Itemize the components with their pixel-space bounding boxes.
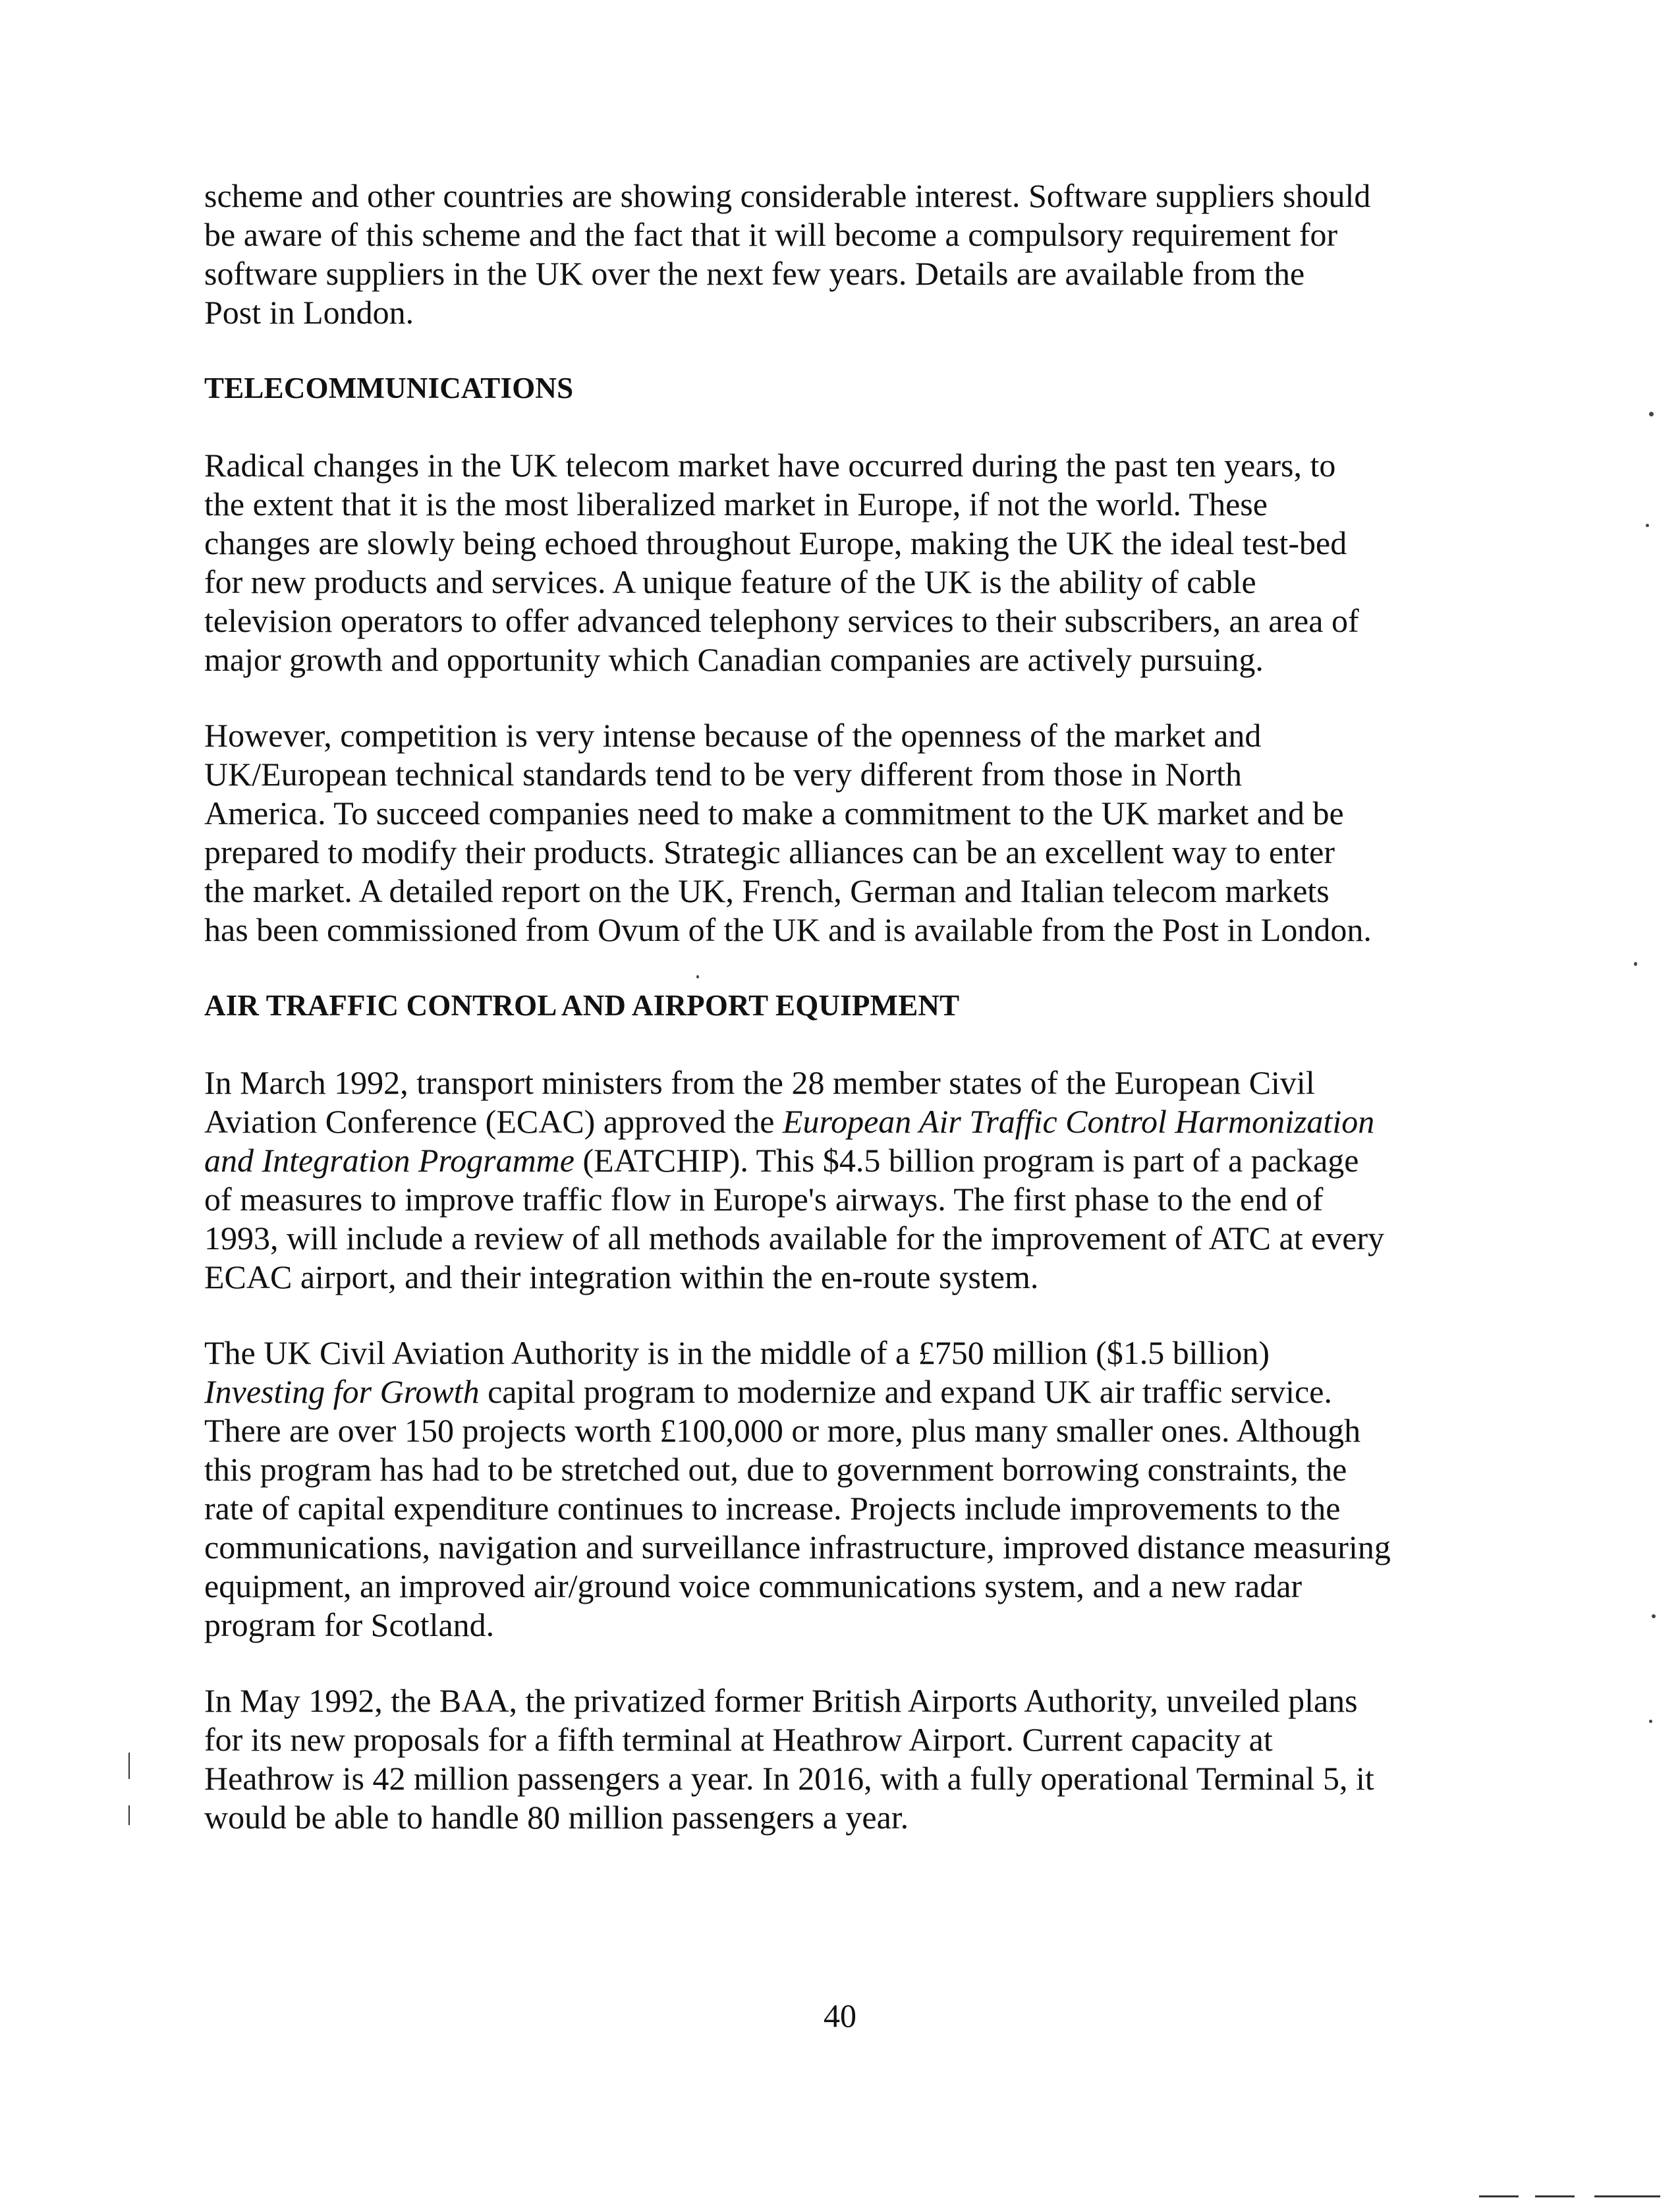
italic-title: and Integration Programme (204, 1142, 574, 1179)
text-run: capital program to modernize and expand UK air traffic service. (479, 1373, 1332, 1410)
scan-speck (1652, 1614, 1656, 1618)
italic-title: European Air Traffic Control Harmonization (782, 1103, 1375, 1140)
text-line: In May 1992, the BAA, the privatized former British Airports Authority, unveiled plans (204, 1682, 1358, 1719)
section-heading-telecommunications: TELECOMMUNICATIONS (204, 372, 574, 405)
text-line: for its new proposals for a fifth terminal at Heathrow Airport. Current capacity at (204, 1721, 1273, 1758)
text-line: communications, navigation and surveillance infrastructure, improved distance measuring (204, 1529, 1391, 1566)
text-line: of measures to improve traffic flow in Europe's airways. The first phase to the end of (204, 1181, 1324, 1218)
text-line: program for Scotland. (204, 1606, 495, 1643)
text-line: In March 1992, transport ministers from the 28 member states of the European Civil (204, 1064, 1315, 1101)
text-line: equipment, an improved air/ground voice communications system, and a new radar (204, 1567, 1302, 1604)
text-line: Post in London. (204, 294, 414, 331)
scan-speck (1649, 1720, 1652, 1723)
text-line: UK/European technical standards tend to be very different from those in North (204, 756, 1242, 793)
telecom-paragraph-1 (204, 446, 1515, 679)
text-line: for new products and services. A unique feature of the UK is the ability of cable (204, 563, 1256, 600)
scan-edge-mark (128, 1753, 130, 1779)
text-line: rate of capital expenditure continues to increase. Projects include improvements to the (204, 1490, 1341, 1527)
scan-speck (1634, 962, 1637, 966)
text-line: the extent that it is the most liberalized market in Europe, if not the world. These (204, 486, 1268, 522)
text-line: software suppliers in the UK over the next few years. Details are available from the (204, 255, 1305, 292)
text-line: scheme and other countries are showing considerable interest. Software suppliers should (204, 177, 1371, 214)
scan-speck (1649, 412, 1654, 416)
text-line: this program has had to be stretched out, due to government borrowing constraints, the (204, 1451, 1347, 1488)
text-line: The UK Civil Aviation Authority is in the middle of a £750 million ($1.5 billion) (204, 1334, 1270, 1371)
page-content (204, 177, 1515, 1874)
text-run: (EATCHIP). This $4.5 billion program is part of a package (574, 1142, 1359, 1179)
intro-paragraph (204, 177, 1515, 332)
section-heading-air-traffic-control: AIR TRAFFIC CONTROL AND AIRPORT EQUIPMENT (204, 989, 960, 1022)
text-line: There are over 150 projects worth £100,000 or more, plus many smaller ones. Although (204, 1412, 1361, 1449)
italic-title: Investing for Growth (204, 1373, 480, 1410)
scan-edge-mark (1535, 2195, 1575, 2197)
scan-speck (696, 975, 699, 978)
atc-paragraph-1 (204, 1063, 1515, 1297)
text-line (204, 1102, 1515, 1141)
text-line: Radical changes in the UK telecom market have occurred during the past ten years, to (204, 447, 1336, 484)
atc-paragraph-2 (204, 1334, 1515, 1645)
atc-paragraph-3 (204, 1681, 1515, 1837)
text-line (204, 1372, 1515, 1411)
text-line: the market. A detailed report on the UK, French, German and Italian telecom markets (204, 872, 1330, 909)
page-number: 40 (824, 1997, 856, 2034)
text-line: America. To succeed companies need to make a commitment to the UK market and be (204, 795, 1344, 832)
text-line: However, competition is very intense because of the openness of the market and (204, 717, 1262, 754)
scan-edge-mark (128, 1805, 130, 1825)
text-line: television operators to offer advanced telephony services to their subscribers, an area of (204, 602, 1359, 639)
text-line: changes are slowly being echoed throughout Europe, making the UK the ideal test-bed (204, 524, 1347, 561)
telecom-paragraph-2 (204, 716, 1515, 949)
text-line: 1993, will include a review of all methods available for the improvement of ATC at every (204, 1220, 1385, 1256)
scan-edge-mark (1594, 2195, 1660, 2197)
text-line: would be able to handle 80 million passengers a year. (204, 1799, 909, 1836)
text-line: prepared to modify their products. Strategic alliances can be an excellent way to enter (204, 833, 1335, 870)
text-run: Aviation Conference (ECAC) approved the (204, 1103, 783, 1140)
text-line (204, 1141, 1515, 1180)
text-line: ECAC airport, and their integration within the en-route system. (204, 1258, 1039, 1295)
scan-edge-mark (1479, 2195, 1519, 2197)
text-line: Heathrow is 42 million passengers a year. In 2016, with a fully operational Terminal 5, it (204, 1760, 1374, 1797)
text-line: be aware of this scheme and the fact that it will become a compulsory requirement for (204, 216, 1338, 253)
scan-speck (1646, 524, 1649, 527)
text-line: major growth and opportunity which Canadian companies are actively pursuing. (204, 641, 1264, 678)
text-line: has been commissioned from Ovum of the UK and is available from the Post in London. (204, 911, 1372, 948)
